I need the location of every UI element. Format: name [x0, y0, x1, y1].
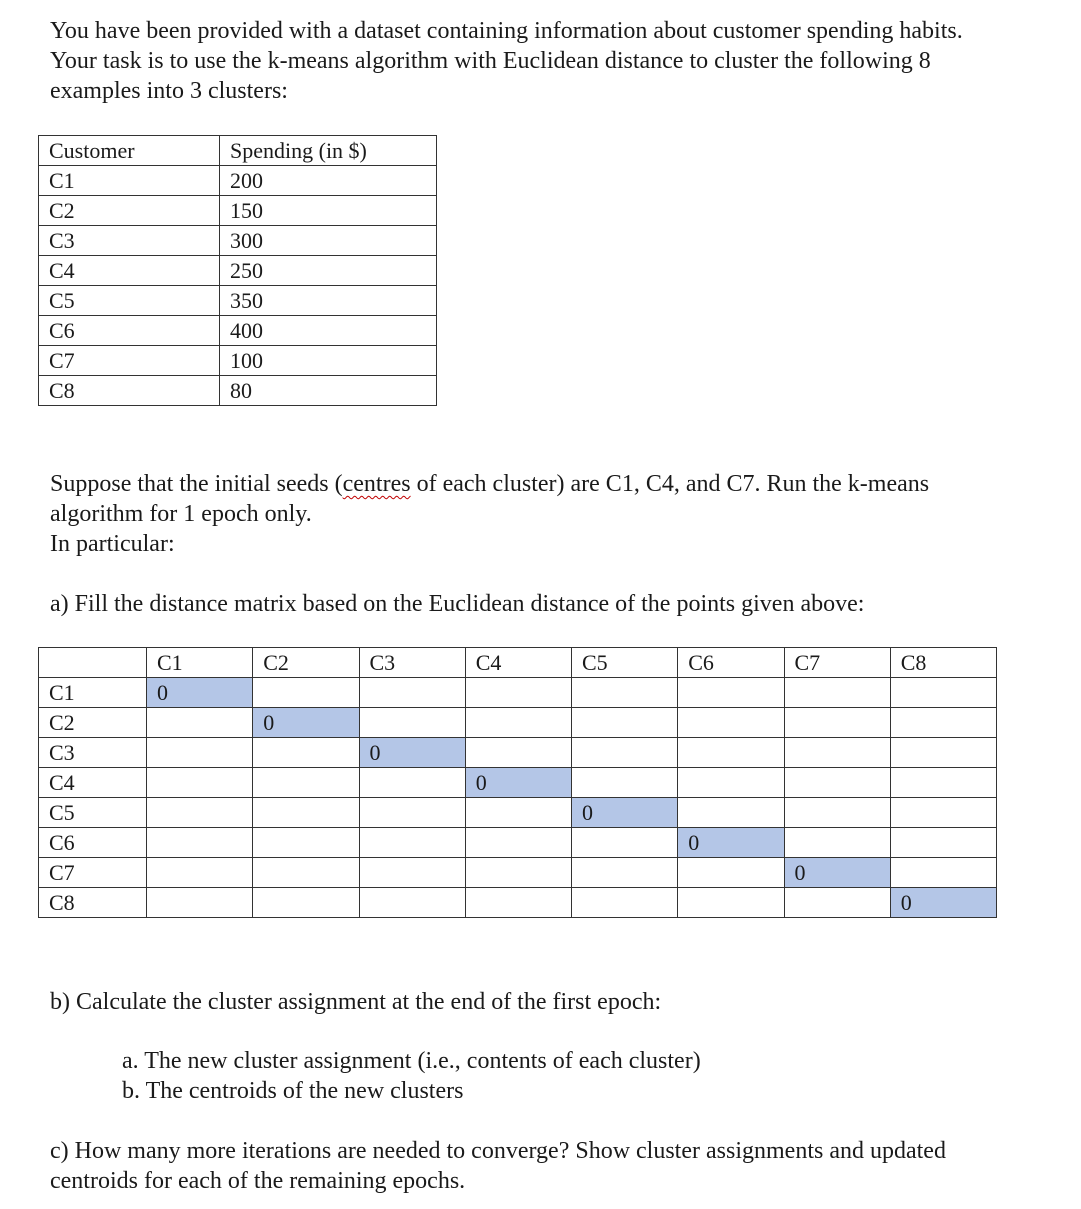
- matrix-empty-cell[interactable]: [147, 738, 253, 768]
- customer-cell: C4: [39, 256, 220, 286]
- matrix-empty-cell[interactable]: [465, 888, 571, 918]
- matrix-empty-cell[interactable]: [359, 708, 465, 738]
- matrix-diagonal-cell: 0: [890, 888, 996, 918]
- matrix-diagonal-cell: 0: [147, 678, 253, 708]
- customer-cell: C3: [39, 226, 220, 256]
- matrix-header-row: [39, 648, 997, 678]
- matrix-row: [39, 768, 997, 798]
- matrix-diagonal-cell: 0: [784, 858, 890, 888]
- matrix-column-header: C3: [359, 648, 465, 678]
- matrix-diagonal-cell: 0: [253, 708, 359, 738]
- matrix-empty-cell[interactable]: [147, 798, 253, 828]
- matrix-diagonal-cell: 0: [572, 798, 678, 828]
- matrix-diagonal-cell: 0: [678, 828, 784, 858]
- matrix-empty-cell[interactable]: [678, 888, 784, 918]
- matrix-empty-cell[interactable]: [465, 858, 571, 888]
- matrix-empty-cell[interactable]: [678, 858, 784, 888]
- matrix-empty-cell[interactable]: [890, 858, 996, 888]
- matrix-corner-cell: [39, 648, 147, 678]
- matrix-empty-cell[interactable]: [253, 888, 359, 918]
- part-b-item-b: b. The centroids of the new clusters: [122, 1078, 464, 1104]
- customer-cell: C2: [39, 196, 220, 226]
- matrix-empty-cell[interactable]: [678, 738, 784, 768]
- matrix-empty-cell[interactable]: [572, 708, 678, 738]
- spending-table-row: [39, 166, 437, 196]
- matrix-empty-cell[interactable]: [890, 828, 996, 858]
- part-b-sublist: [122, 1046, 701, 1106]
- spending-cell: 250: [220, 256, 437, 286]
- matrix-empty-cell[interactable]: [147, 858, 253, 888]
- seeds-text-after: of each cluster) are C1, C4, and C7. Run the k-means algorithm for 1 epoch only.: [50, 471, 930, 527]
- matrix-row-header: C4: [39, 768, 147, 798]
- matrix-empty-cell[interactable]: [784, 768, 890, 798]
- matrix-empty-cell[interactable]: [359, 768, 465, 798]
- matrix-empty-cell[interactable]: [359, 678, 465, 708]
- matrix-empty-cell[interactable]: [890, 798, 996, 828]
- matrix-column-header: C4: [465, 648, 571, 678]
- matrix-empty-cell[interactable]: [253, 738, 359, 768]
- matrix-empty-cell[interactable]: [890, 708, 996, 738]
- customer-cell: C5: [39, 286, 220, 316]
- matrix-empty-cell[interactable]: [147, 828, 253, 858]
- matrix-empty-cell[interactable]: [784, 828, 890, 858]
- matrix-empty-cell[interactable]: [465, 738, 571, 768]
- spending-header-cell: Spending (in $): [220, 136, 437, 166]
- spending-cell: 400: [220, 316, 437, 346]
- spending-table-row: [39, 226, 437, 256]
- matrix-empty-cell[interactable]: [253, 678, 359, 708]
- part-b-item-a: a. The new cluster assignment (i.e., contents of each cluster): [122, 1048, 701, 1074]
- matrix-row-header: C6: [39, 828, 147, 858]
- matrix-empty-cell[interactable]: [147, 768, 253, 798]
- spending-header-cell: Customer: [39, 136, 220, 166]
- matrix-empty-cell[interactable]: [253, 858, 359, 888]
- matrix-row-header: C7: [39, 858, 147, 888]
- seeds-text-before: Suppose that the initial seeds (: [50, 471, 343, 497]
- matrix-empty-cell[interactable]: [253, 828, 359, 858]
- matrix-row-header: C3: [39, 738, 147, 768]
- matrix-empty-cell[interactable]: [253, 768, 359, 798]
- matrix-empty-cell[interactable]: [359, 858, 465, 888]
- matrix-row: [39, 798, 997, 828]
- matrix-diagonal-cell: 0: [465, 768, 571, 798]
- spellcheck-underlined-word: centres: [342, 471, 411, 497]
- spending-table-row: [39, 196, 437, 226]
- matrix-column-header: C1: [147, 648, 253, 678]
- matrix-row: [39, 738, 997, 768]
- spending-table-row: [39, 376, 437, 406]
- matrix-empty-cell[interactable]: [784, 888, 890, 918]
- matrix-row-header: C2: [39, 708, 147, 738]
- spending-cell: 350: [220, 286, 437, 316]
- matrix-empty-cell[interactable]: [678, 678, 784, 708]
- part-c-question: c) How many more iterations are needed to converge? Show cluster assignments and updated centroids for each of the remaining epochs.: [50, 1138, 946, 1194]
- matrix-row-header: C1: [39, 678, 147, 708]
- matrix-empty-cell[interactable]: [890, 738, 996, 768]
- customer-cell: C7: [39, 346, 220, 376]
- customer-cell: C1: [39, 166, 220, 196]
- customer-cell: C8: [39, 376, 220, 406]
- matrix-row-header: C8: [39, 888, 147, 918]
- matrix-empty-cell[interactable]: [572, 858, 678, 888]
- matrix-empty-cell[interactable]: [678, 798, 784, 828]
- matrix-empty-cell[interactable]: [890, 678, 996, 708]
- matrix-empty-cell[interactable]: [784, 678, 890, 708]
- matrix-empty-cell[interactable]: [465, 708, 571, 738]
- matrix-empty-cell[interactable]: [784, 798, 890, 828]
- seeds-paragraph: [50, 469, 1010, 559]
- matrix-empty-cell[interactable]: [359, 798, 465, 828]
- matrix-empty-cell[interactable]: [678, 708, 784, 738]
- spending-table-row: [39, 286, 437, 316]
- matrix-empty-cell[interactable]: [253, 798, 359, 828]
- matrix-empty-cell[interactable]: [572, 888, 678, 918]
- matrix-empty-cell[interactable]: [572, 678, 678, 708]
- matrix-empty-cell[interactable]: [359, 828, 465, 858]
- customer-cell: C6: [39, 316, 220, 346]
- matrix-empty-cell[interactable]: [465, 678, 571, 708]
- matrix-row: [39, 858, 997, 888]
- matrix-empty-cell[interactable]: [678, 768, 784, 798]
- matrix-empty-cell[interactable]: [147, 708, 253, 738]
- matrix-row: [39, 708, 997, 738]
- matrix-empty-cell[interactable]: [572, 738, 678, 768]
- spending-table-row: [39, 316, 437, 346]
- spending-table-row: [39, 256, 437, 286]
- spending-table: [38, 135, 437, 406]
- matrix-empty-cell[interactable]: [784, 738, 890, 768]
- matrix-empty-cell[interactable]: [147, 888, 253, 918]
- matrix-empty-cell[interactable]: [784, 708, 890, 738]
- matrix-empty-cell[interactable]: [359, 888, 465, 918]
- spending-cell: 100: [220, 346, 437, 376]
- distance-matrix-table: [38, 647, 997, 918]
- matrix-column-header: C6: [678, 648, 784, 678]
- matrix-empty-cell[interactable]: [890, 768, 996, 798]
- spending-table-row: [39, 346, 437, 376]
- matrix-row: [39, 678, 997, 708]
- matrix-empty-cell[interactable]: [572, 828, 678, 858]
- spending-cell: 200: [220, 166, 437, 196]
- spending-cell: 300: [220, 226, 437, 256]
- matrix-column-header: C2: [253, 648, 359, 678]
- matrix-row: [39, 888, 997, 918]
- matrix-column-header: C8: [890, 648, 996, 678]
- matrix-empty-cell[interactable]: [572, 768, 678, 798]
- matrix-empty-cell[interactable]: [465, 828, 571, 858]
- matrix-diagonal-cell: 0: [359, 738, 465, 768]
- spending-cell: 150: [220, 196, 437, 226]
- part-a-question: a) Fill the distance matrix based on the Euclidean distance of the points given above:: [50, 591, 865, 617]
- part-b-question: b) Calculate the cluster assignment at the end of the first epoch:: [50, 989, 662, 1015]
- matrix-empty-cell[interactable]: [465, 798, 571, 828]
- intro-paragraph: You have been provided with a dataset containing information about customer spending habits. Your task is to use the k-means algorithm with Euclidean distance to cluster the following 8 examples into 3 clusters:: [50, 18, 963, 104]
- matrix-column-header: C7: [784, 648, 890, 678]
- matrix-row-header: C5: [39, 798, 147, 828]
- seeds-text-line2: In particular:: [50, 531, 175, 557]
- spending-table-header-row: [39, 136, 437, 166]
- spending-cell: 80: [220, 376, 437, 406]
- matrix-row: [39, 828, 997, 858]
- matrix-column-header: C5: [572, 648, 678, 678]
